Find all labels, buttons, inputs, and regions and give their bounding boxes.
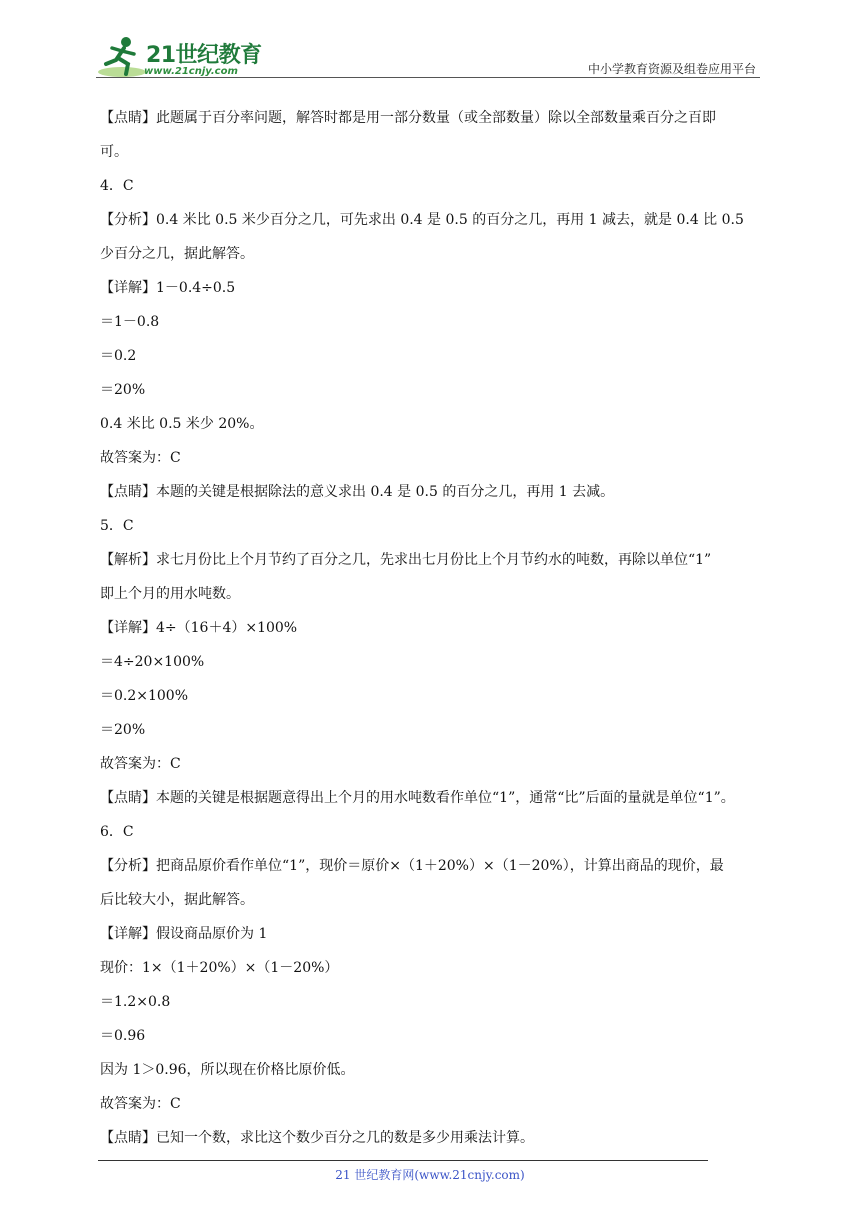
- text-line: 0.4 米比 0.5 米少 20%。: [100, 416, 264, 432]
- text-line: ＝20%: [100, 382, 146, 398]
- text-line: 即上个月的用水吨数。: [100, 586, 240, 602]
- text-line: ＝4÷20×100%: [100, 654, 205, 670]
- text-line: 后比较大小，据此解答。: [100, 892, 254, 908]
- text-line: 【点睛】已知一个数，求比这个数少百分之几的数是多少用乘法计算。: [100, 1130, 534, 1146]
- text-line: 【解析】求七月份比上个月节约了百分之几，先求出七月份比上个月节约水的吨数，再除以单位“1”: [100, 552, 712, 568]
- text-line: 【点睛】本题的关键是根据除法的意义求出 0.4 是 0.5 的百分之几，再用 1 去减。: [100, 484, 615, 500]
- text-line: 【点睛】此题属于百分率问题，解答时都是用一部分数量（或全部数量）除以全部数量乘百分之百即: [100, 110, 716, 126]
- runner-logo-icon: [96, 34, 148, 80]
- platform-title: 中小学教育资源及组卷应用平台: [587, 62, 756, 76]
- text-line: 【详解】1－0.4÷0.5: [100, 280, 236, 296]
- text-line: 【点睛】本题的关键是根据题意得出上个月的用水吨数看作单位“1”，通常“比”后面的量就是单位“1”。: [100, 790, 735, 806]
- text-line: ＝1.2×0.8: [100, 994, 171, 1010]
- brand-logo: [96, 34, 266, 82]
- text-line: ＝0.96: [100, 1028, 146, 1044]
- text-line: 故答案为：C: [100, 756, 181, 772]
- brand-url: www.21cnjy.com: [144, 66, 238, 77]
- text-line: 【分析】把商品原价看作单位“1”，现价＝原价×（1＋20%）×（1－20%），计算出商品的现价，最: [100, 858, 724, 874]
- text-line: 现价：1×（1＋20%）×（1－20%）: [100, 960, 339, 976]
- text-line: 可。: [100, 144, 128, 160]
- text-line: 少百分之几，据此解答。: [100, 246, 254, 262]
- brand-name: 21世纪教育: [146, 43, 262, 68]
- text-line: 【分析】0.4 米比 0.5 米少百分之几，可先求出 0.4 是 0.5 的百分之几，再用 1 减去，就是 0.4 比 0.5: [100, 212, 744, 228]
- footer-divider: [98, 1160, 708, 1161]
- text-line: ＝0.2: [100, 348, 137, 364]
- text-line: 故答案为：C: [100, 1096, 181, 1112]
- text-line: ＝0.2×100%: [100, 688, 189, 704]
- text-line: 因为 1＞0.96，所以现在价格比原价低。: [100, 1062, 355, 1078]
- text-line: 【详解】4÷（16＋4）×100%: [100, 620, 298, 636]
- page-header: [96, 28, 760, 82]
- text-line: 故答案为：C: [100, 450, 181, 466]
- header-divider: [96, 77, 760, 78]
- question-number: 4．C: [100, 178, 134, 194]
- text-line: ＝1－0.8: [100, 314, 160, 330]
- text-line: ＝20%: [100, 722, 146, 738]
- question-number: 6．C: [100, 824, 134, 840]
- text-line: 【详解】假设商品原价为 1: [100, 926, 268, 942]
- question-number: 5．C: [100, 518, 134, 534]
- footer-link[interactable]: 21 世纪教育网(www.21cnjy.com): [335, 1168, 525, 1182]
- answer-content: [100, 101, 765, 1155]
